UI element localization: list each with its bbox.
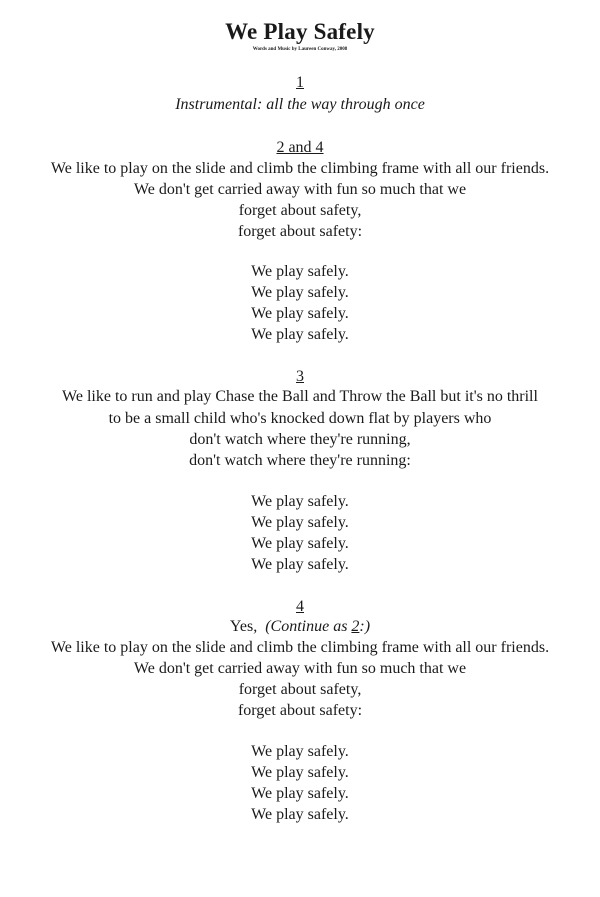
section-1-instruction: Instrumental: all the way through once xyxy=(175,96,425,113)
section-3-heading: 3 xyxy=(296,368,304,385)
verse-line: We don't get carried away with fun so much that we xyxy=(133,660,467,677)
chorus-line: We play safely. xyxy=(251,263,349,280)
song-title: We Play Safely xyxy=(225,19,375,44)
section-2-heading: 2 and 4 xyxy=(276,139,324,156)
verse-line: forget about safety, xyxy=(238,681,362,698)
verse-line: We like to play on the slide and climb the climbing frame with all our friends. xyxy=(50,160,550,177)
verse-line: forget about safety: xyxy=(237,702,363,719)
section-4-intro-word: Yes, xyxy=(229,618,258,635)
continue-note: (Continue as 2:) xyxy=(265,618,371,635)
verse-line: forget about safety: xyxy=(237,223,363,240)
verse-line: forget about safety, xyxy=(238,202,362,219)
verse-line: We like to play on the slide and climb the climbing frame with all our friends. xyxy=(50,639,550,656)
verse-line: don't watch where they're running: xyxy=(189,452,411,469)
chorus-line: We play safely. xyxy=(251,493,349,510)
section-1-heading: 1 xyxy=(296,74,304,91)
chorus-line: We play safely. xyxy=(251,743,349,760)
verse-line: We don't get carried away with fun so much that we xyxy=(133,181,467,198)
chorus-line: We play safely. xyxy=(251,785,349,802)
chorus-line: We play safely. xyxy=(251,556,349,573)
chorus-line: We play safely. xyxy=(251,305,349,322)
verse-line: to be a small child who's knocked down flat by players who xyxy=(108,410,492,427)
song-credit: Words and Music by Laureen Conway, 2008 xyxy=(252,47,348,52)
chorus-line: We play safely. xyxy=(251,535,349,552)
chorus-line: We play safely. xyxy=(251,514,349,531)
verse-line: don't watch where they're running, xyxy=(189,431,411,448)
chorus-line: We play safely. xyxy=(251,806,349,823)
chorus-line: We play safely. xyxy=(251,764,349,781)
section-4-continue-note xyxy=(0,616,600,637)
chorus-line: We play safely. xyxy=(251,326,349,343)
chorus-line: We play safely. xyxy=(251,284,349,301)
verse-line: We like to run and play Chase the Ball and Throw the Ball but it's no thrill xyxy=(62,388,538,405)
section-4-heading: 4 xyxy=(296,598,304,615)
